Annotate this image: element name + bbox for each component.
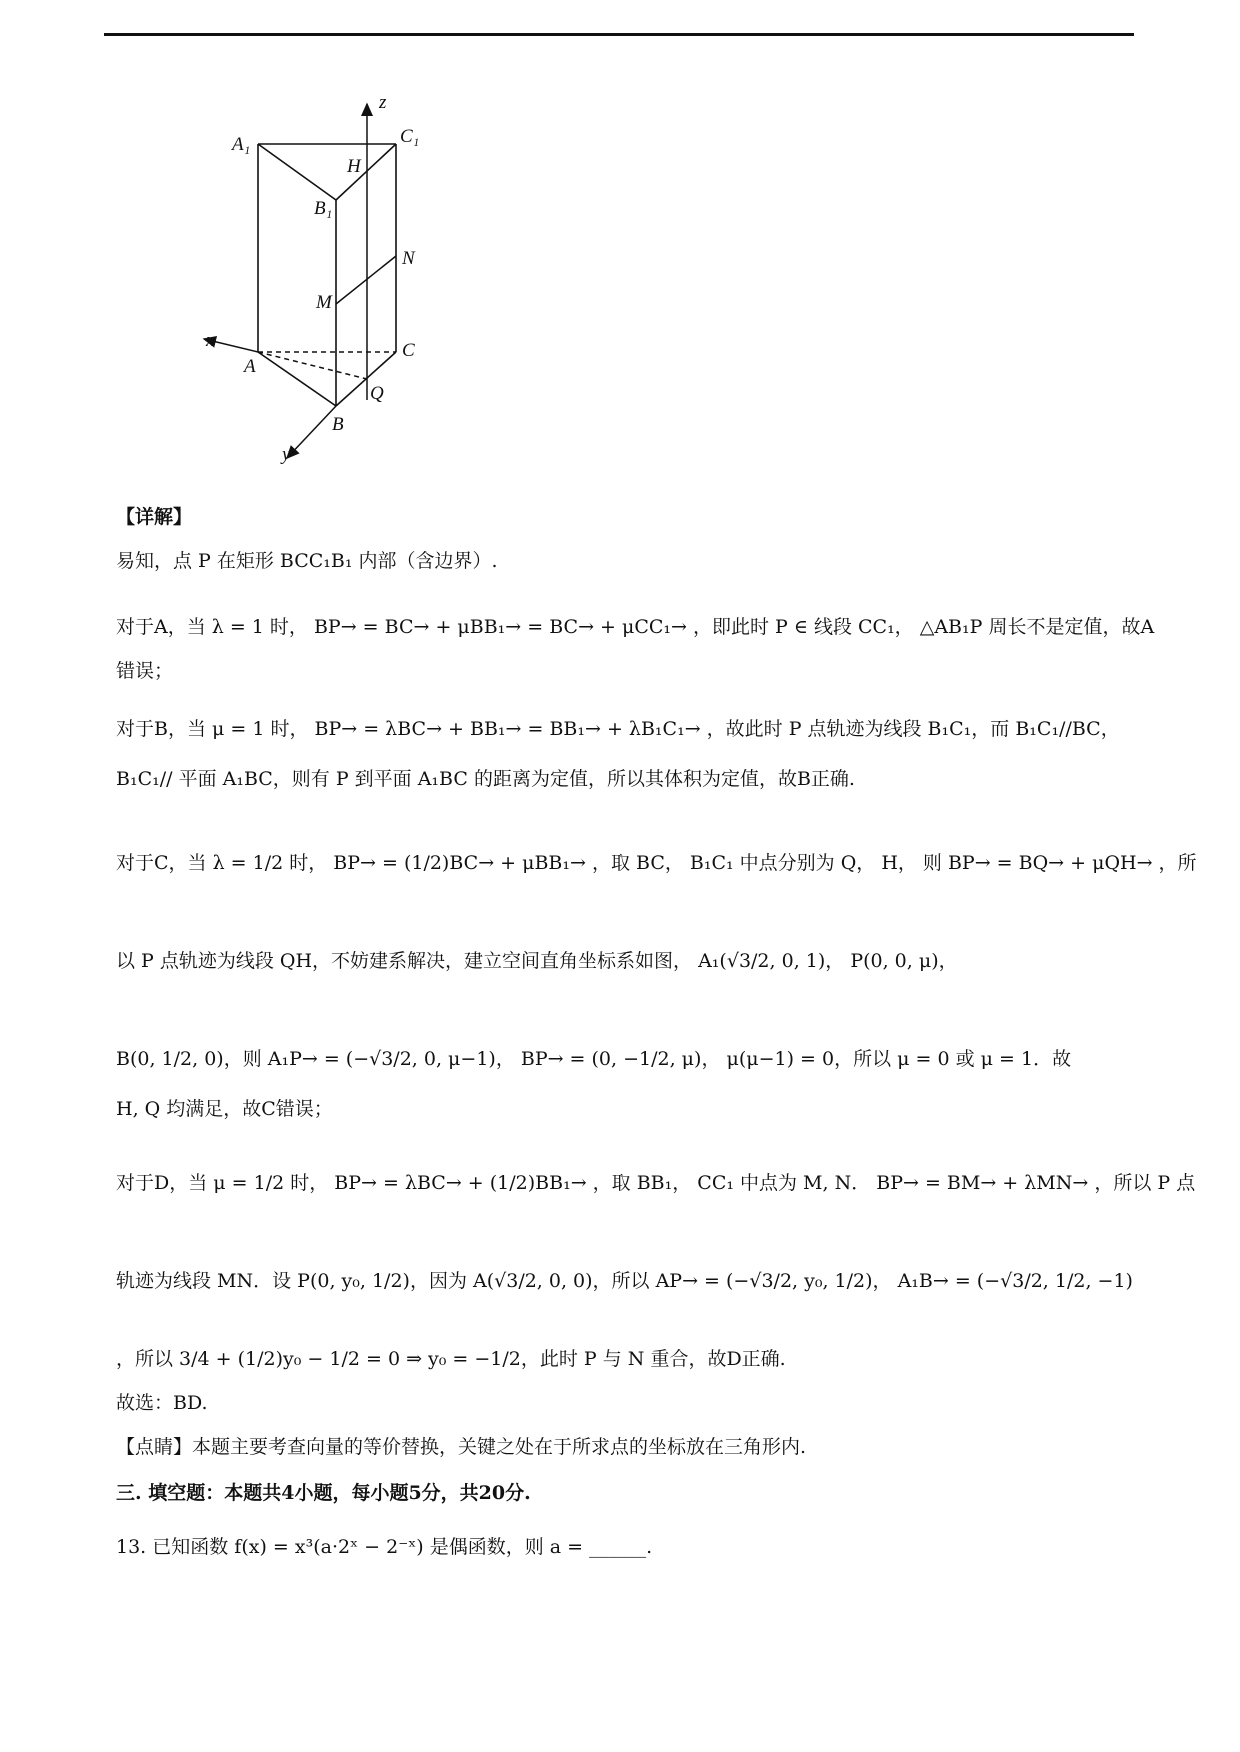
solution-heading: 【详解】 bbox=[116, 506, 193, 528]
label-x: x bbox=[206, 330, 215, 351]
label-q: Q bbox=[370, 383, 384, 404]
option-c-line-2: 以 P 点轨迹为线段 QH，不妨建系解决，建立空间直角坐标系如图， A₁(√3/2, 0, 1)， P(0, 0, μ)， bbox=[116, 950, 958, 972]
label-b: B bbox=[332, 414, 344, 435]
option-c-line-3: B(0, 1/2, 0)，则 A₁P→ = (−√3/2, 0, μ−1)， BP→ = (0, −1/2, μ)， μ(μ−1) = 0，所以 μ = 0 或 μ = 1．故 bbox=[116, 1048, 1072, 1070]
question-13: 13. 已知函数 f(x) = x³(a·2ˣ − 2⁻ˣ) 是偶函数，则 a = ______. bbox=[116, 1536, 653, 1558]
label-c: C bbox=[402, 340, 415, 361]
option-a-line-2: 错误； bbox=[116, 660, 174, 682]
label-b1: B₁ bbox=[314, 198, 333, 219]
label-a1: A₁ bbox=[232, 134, 251, 155]
option-b-line-2: B₁C₁// 平面 A₁BC，则有 P 到平面 A₁BC 的距离为定值，所以其体积为定值，故B正确. bbox=[116, 768, 855, 790]
option-d-line-1: 对于D，当 μ = 1/2 时， BP→ = λBC→ + (1/2)BB₁→ ，取 BB₁， CC₁ 中点为 M, N． BP→ = BM→ + λMN→ ，所以 P 点 bbox=[116, 1172, 1196, 1194]
option-d-line-3: ，所以 3/4 + (1/2)y₀ − 1/2 = 0 ⇒ y₀ = −1/2，此时 P 与 N 重合，故D正确. bbox=[116, 1348, 786, 1370]
header-rule bbox=[104, 33, 1134, 36]
label-m: M bbox=[316, 292, 332, 313]
label-n: N bbox=[402, 248, 415, 269]
label-c1: C₁ bbox=[400, 126, 420, 147]
option-a-line-1: 对于A，当 λ = 1 时， BP→ = BC→ + μBB₁→ = BC→ + μCC₁→ ，即此时 P ∈ 线段 CC₁， △AB₁P 周长不是定值，故A bbox=[116, 616, 1155, 638]
label-a: A bbox=[244, 356, 256, 377]
comment-line: 【点睛】本题主要考查向量的等价替换，关键之处在于所求点的坐标放在三角形内. bbox=[116, 1436, 807, 1458]
section-heading: 三. 填空题：本题共4小题，每小题5分，共20分. bbox=[116, 1482, 531, 1504]
label-z: z bbox=[379, 96, 387, 113]
solution-line-1: 易知，点 P 在矩形 BCC₁B₁ 内部（含边界）. bbox=[116, 550, 498, 572]
label-y: y bbox=[282, 444, 291, 465]
label-h: H bbox=[347, 156, 361, 177]
prism-figure bbox=[196, 96, 496, 516]
option-d-line-2: 轨迹为线段 MN．设 P(0, y₀, 1/2)，因为 A(√3/2, 0, 0)，所以 AP→ = (−√3/2, y₀, 1/2)， A₁B→ = (−√3/2, 1/2, −1) bbox=[116, 1270, 1133, 1292]
option-c-line-4: H, Q 均满足，故C错误； bbox=[116, 1098, 333, 1120]
option-c-line-1: 对于C，当 λ = 1/2 时， BP→ = (1/2)BC→ + μBB₁→ ，取 BC， B₁C₁ 中点分别为 Q， H， 则 BP→ = BQ→ + μQH→ ，所 bbox=[116, 852, 1197, 874]
option-b-line-1: 对于B，当 μ = 1 时， BP→ = λBC→ + BB₁→ = BB₁→ + λB₁C₁→ ，故此时 P 点轨迹为线段 B₁C₁，而 B₁C₁//BC， bbox=[116, 718, 1120, 740]
answer-line: 故选：BD. bbox=[116, 1392, 208, 1414]
